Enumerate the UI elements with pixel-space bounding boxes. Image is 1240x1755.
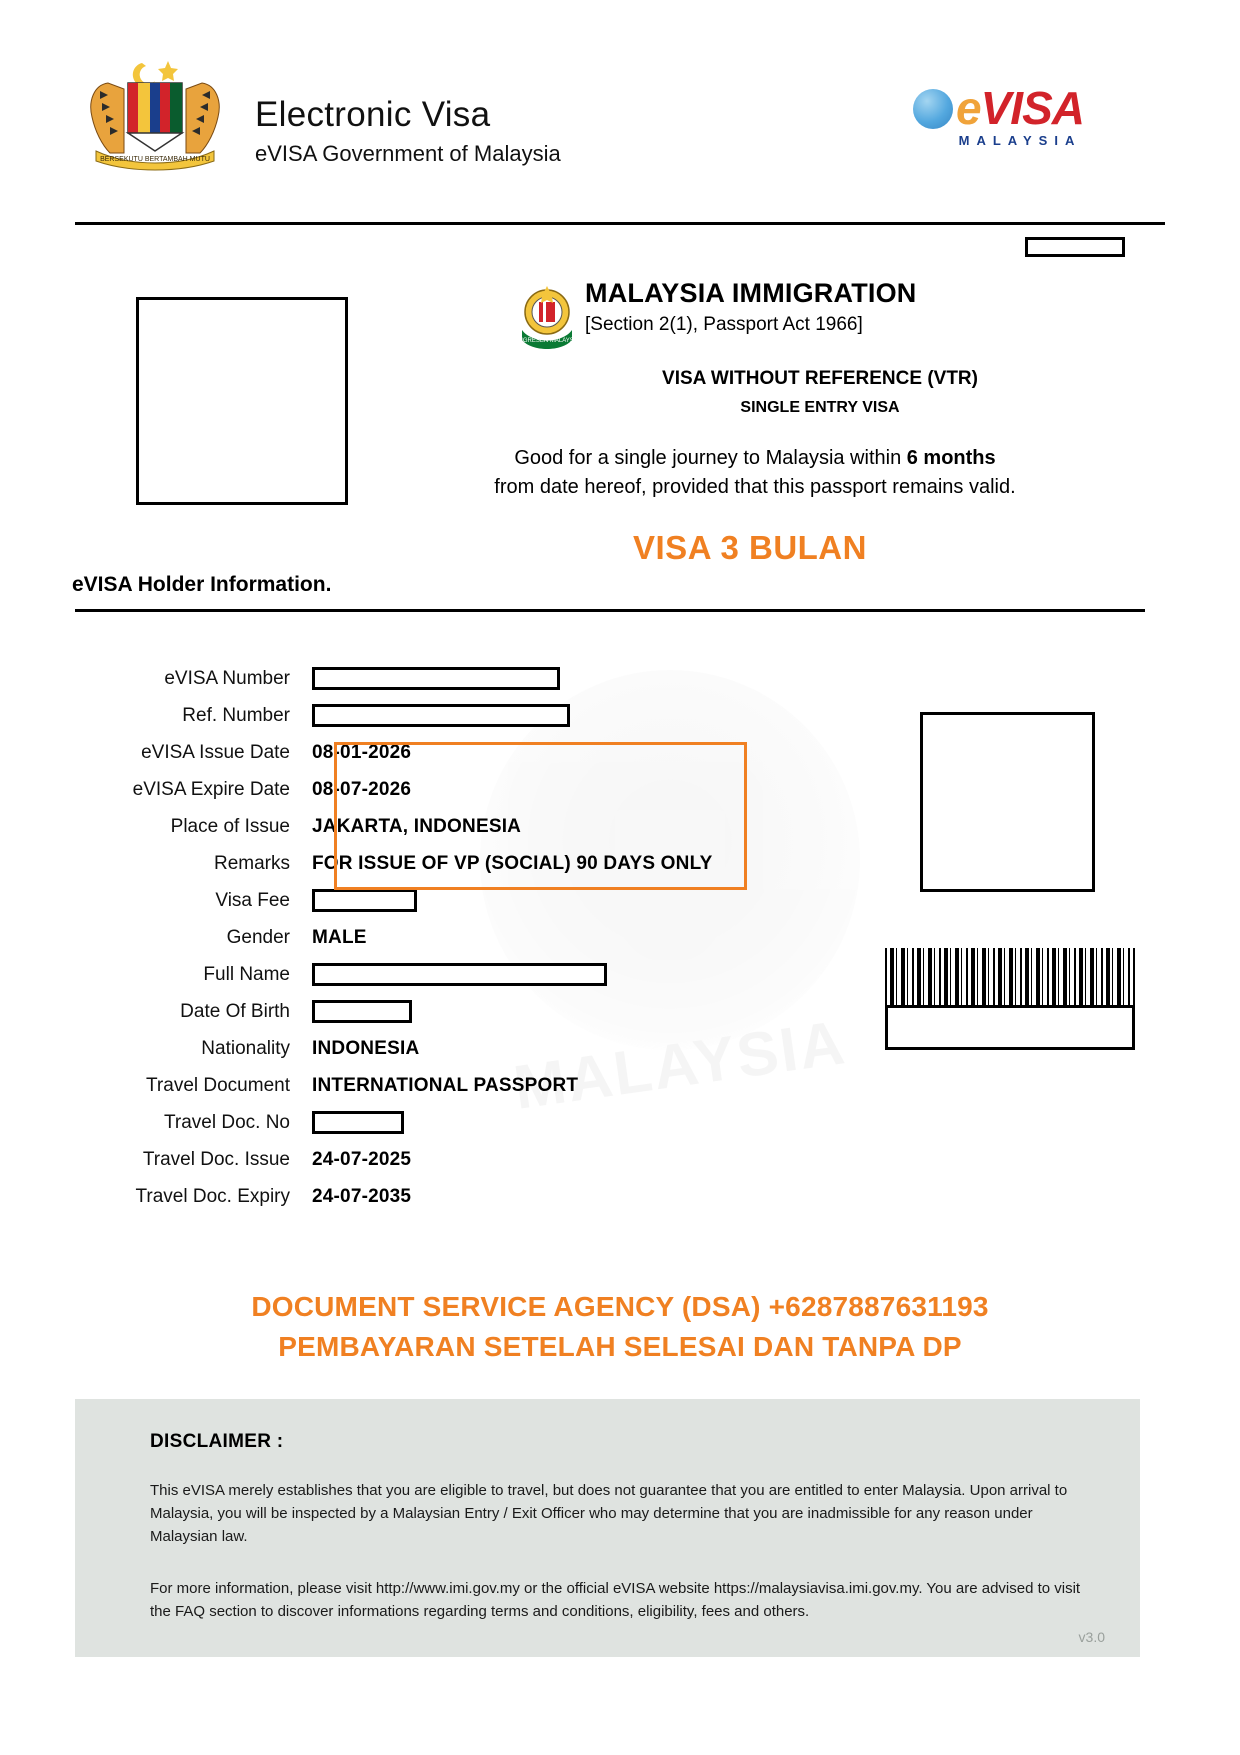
field-value-travel-doc-no-redacted xyxy=(312,1111,404,1134)
promo-line-1: DOCUMENT SERVICE AGENCY (DSA) +6287887631193 xyxy=(251,1291,989,1322)
visa-validity-statement xyxy=(390,444,1120,502)
visa-type-vtr: VISA WITHOUT REFERENCE (VTR) xyxy=(662,368,978,389)
table-row xyxy=(72,660,832,697)
evisa-logo-e: e xyxy=(956,82,981,134)
validity-line2: from date hereof, provided that this passport remains valid. xyxy=(494,476,1016,498)
table-row xyxy=(72,1030,832,1067)
field-label-full-name: Full Name xyxy=(203,963,290,985)
table-row xyxy=(72,1141,832,1178)
agency-promo-text xyxy=(120,1287,1120,1367)
field-value-expire-date: 08-07-2026 xyxy=(312,778,412,800)
field-label-gender: Gender xyxy=(226,926,290,948)
field-label-date-of-birth: Date Of Birth xyxy=(180,1000,290,1022)
field-label-travel-doc-issue: Travel Doc. Issue xyxy=(142,1148,290,1170)
field-label-nationality: Nationality xyxy=(201,1037,290,1059)
field-value-ref-number-redacted xyxy=(312,704,570,727)
field-label-visa-fee: Visa Fee xyxy=(215,889,290,911)
holder-section-divider xyxy=(75,609,1145,612)
svg-text:BERSEKUTU BERTAMBAH MUTU: BERSEKUTU BERTAMBAH MUTU xyxy=(100,156,210,163)
page-subtitle: eVISA Government of Malaysia xyxy=(255,141,561,166)
table-row xyxy=(72,993,832,1030)
field-value-full-name-redacted xyxy=(312,963,607,986)
table-row xyxy=(72,1067,832,1104)
immigration-title-block xyxy=(585,278,1115,336)
evisa-logo-country: MALAYSIA xyxy=(958,133,1082,148)
document-title-block xyxy=(255,95,561,167)
table-row xyxy=(72,845,832,882)
field-label-travel-doc-no: Travel Doc. No xyxy=(164,1111,290,1133)
field-value-nationality: INDONESIA xyxy=(312,1037,420,1059)
holder-information-heading: eVISA Holder Information. xyxy=(72,573,332,596)
field-value-evisa-number-redacted xyxy=(312,667,560,690)
field-value-travel-doc-issue: 24-07-2025 xyxy=(312,1148,412,1170)
globe-icon xyxy=(913,89,953,129)
table-row xyxy=(72,734,832,771)
validity-duration: 6 months xyxy=(906,447,996,469)
field-label-evisa-number: eVISA Number xyxy=(164,667,290,689)
table-row xyxy=(72,956,832,993)
disclaimer-title: DISCLAIMER : xyxy=(150,1431,284,1452)
malaysia-coat-of-arms-icon xyxy=(80,55,230,173)
field-value-gender: MALE xyxy=(312,926,367,948)
evisa-logo xyxy=(905,82,1135,148)
watermark-text: MALAYSIA xyxy=(509,1008,851,1123)
field-label-expire-date: eVISA Expire Date xyxy=(132,778,290,800)
disclaimer-panel xyxy=(75,1399,1140,1657)
document-header xyxy=(75,55,1165,175)
visa-entry-type: SINGLE ENTRY VISA xyxy=(740,399,900,416)
field-label-travel-doc-expiry: Travel Doc. Expiry xyxy=(135,1185,290,1207)
field-value-issue-date: 08-01-2026 xyxy=(312,741,412,763)
disclaimer-paragraph-1: This eVISA merely establishes that you are eligible to travel, but does not guarantee that you are entitled to enter Malaysia. Upon arrival to Malaysia, you will be inspected by a Malaysian Entry / Exit Officer who may determine that you are inadmissible for any reason under Malaysian law. xyxy=(150,1482,1068,1545)
document-version: v3.0 xyxy=(1078,1629,1105,1645)
table-row xyxy=(72,1104,832,1141)
signature-placeholder-box xyxy=(920,712,1095,892)
field-value-date-of-birth-redacted xyxy=(312,1000,412,1023)
header-divider xyxy=(75,222,1165,225)
field-label-ref-number: Ref. Number xyxy=(182,704,290,726)
field-value-travel-document: INTERNATIONAL PASSPORT xyxy=(312,1074,579,1096)
field-value-place-of-issue: JAKARTA, INDONESIA xyxy=(312,815,522,837)
validity-line1-pre: Good for a single journey to Malaysia within xyxy=(514,447,907,469)
promo-line-2: PEMBAYARAN SETELAH SELESAI DAN TANPA DP xyxy=(278,1331,962,1362)
field-label-issue-date: eVISA Issue Date xyxy=(141,741,290,763)
evisa-logo-visa: VISA xyxy=(980,82,1084,134)
barcode-number-redacted xyxy=(885,1005,1135,1050)
immigration-section: [Section 2(1), Passport Act 1966] xyxy=(585,314,863,335)
holder-details-table xyxy=(72,660,832,1215)
evisa-logo-wordmark xyxy=(905,82,1135,134)
table-row xyxy=(72,919,832,956)
field-value-remarks: FOR ISSUE OF VP (SOCIAL) 90 DAYS ONLY xyxy=(312,852,713,874)
redacted-serial-box xyxy=(1025,237,1125,257)
holder-photo-placeholder xyxy=(136,297,348,505)
table-row xyxy=(72,1178,832,1215)
field-value-visa-fee-redacted xyxy=(312,889,417,912)
barcode xyxy=(885,948,1135,1008)
page-title: Electronic Visa xyxy=(255,95,491,134)
svg-text:IMIGRESEN MALAYSIA: IMIGRESEN MALAYSIA xyxy=(514,338,580,344)
visa-stamp-text: VISA 3 BULAN xyxy=(633,529,867,566)
table-row xyxy=(72,882,832,919)
field-label-remarks: Remarks xyxy=(213,852,290,874)
field-label-travel-document: Travel Document xyxy=(146,1074,290,1096)
field-value-travel-doc-expiry: 24-07-2035 xyxy=(312,1185,412,1207)
table-row xyxy=(72,808,832,845)
immigration-department-emblem-icon xyxy=(512,282,582,352)
table-row xyxy=(72,697,832,734)
disclaimer-paragraph-2: For more information, please visit http://www.imi.gov.my or the official eVISA website https://malaysiavisa.imi.gov.my. You are advised to visit the FAQ section to discover informations regarding terms and conditions, eligibility, fees and others. xyxy=(150,1580,1081,1620)
table-row xyxy=(72,771,832,808)
immigration-title: MALAYSIA IMMIGRATION xyxy=(585,278,917,308)
field-label-place-of-issue: Place of Issue xyxy=(170,815,290,837)
